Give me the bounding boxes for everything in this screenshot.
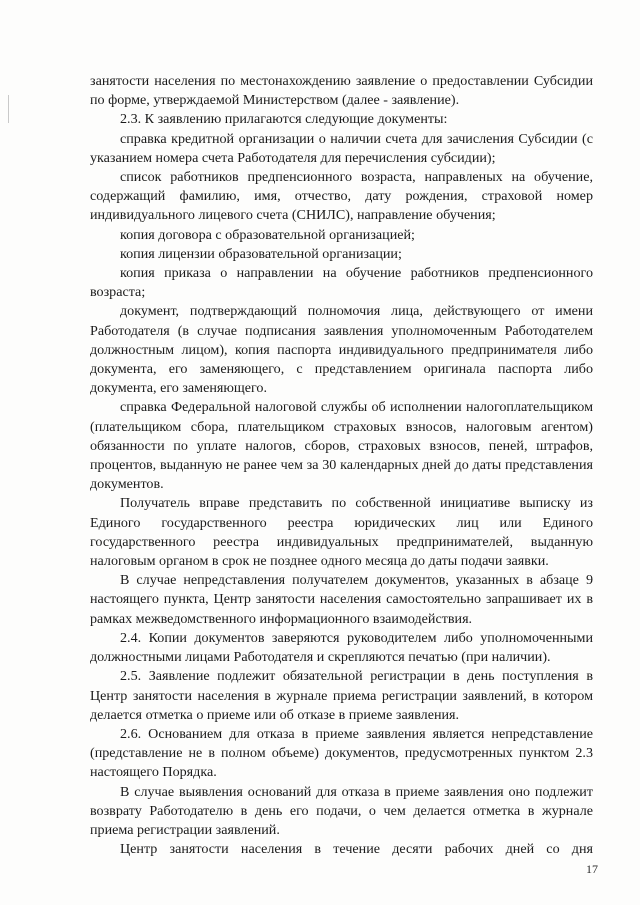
paragraph: копия приказа о направлении на обучение работников предпенсионного возраста; xyxy=(90,265,593,301)
paragraph: копия лицензии образовательной организации; xyxy=(120,245,402,262)
scan-margin-mark xyxy=(8,95,9,123)
paragraph: 2.3. К заявлению прилагаются следующие документы: xyxy=(120,111,448,128)
paragraph: справка Федеральной налоговой службы об исполнении налогоплательщиком (плательщиком сбора, плательщиком страховых взносов, налоговым агентом) обязанности по уплате налогов, сборов, страховых взносов, пеней, штрафов, процентов, выданную не ранее чем за 30 календарных дней до даты представления документов. xyxy=(90,399,593,493)
document-body xyxy=(90,72,593,859)
paragraph: занятости населения по местонахождению заявление о предоставлении Субсидии по форме, утверждаемой Министерством (далее - заявление). xyxy=(90,73,593,109)
page-number: 17 xyxy=(586,862,598,876)
paragraph: В случае выявления оснований для отказа в приеме заявления оно подлежит возврату Работодателю в день его подачи, о чем делается отметка в журнале приема регистрации заявлений. xyxy=(90,783,593,838)
paragraph: Центр занятости населения в течение десяти рабочих дней со дня xyxy=(120,841,593,858)
paragraph: 2.6. Основанием для отказа в приеме заявления является непредставление (представление не в полном объеме) документов, предусмотренных пунктом 2.3 настоящего Порядка. xyxy=(90,725,593,781)
paragraph: 2.5. Заявление подлежит обязательной регистрации в день поступления в Центр занятости населения в журнале приема регистрации заявлений, в котором делается отметка о приеме или об отказе в приеме заявления. xyxy=(90,668,593,723)
paragraph: справка кредитной организации о наличии счета для зачисления Субсидии (с указанием номера счета Работодателя для перечисления субсидии); xyxy=(90,130,593,166)
paragraph: 2.4. Копии документов заверяются руководителем либо уполномоченными должностными лицами Работодателя и скрепляются печатью (при наличии). xyxy=(90,629,593,666)
paragraph: Получатель вправе представить по собственной инициативе выписку из Единого государственного реестра юридических лиц или Единого государственного реестра индивидуальных предпринимателей, выданную налоговым органом в срок не позднее одного месяца до даты подачи заявки. xyxy=(90,495,593,570)
paragraph: документ, подтверждающий полномочия лица, действующего от имени Работодателя (в случае подписания заявления уполномоченным Работодателем должностным лицом), копия паспорта индивидуального предпринимателя либо документа, его заменяющего, с представлением оригинала паспорта либо документа, его заменяющего. xyxy=(90,303,593,397)
paragraph: В случае непредставления получателем документов, указанных в абзаце 9 настоящего пункта, Центр занятости населения самостоятельно запрашивает их в рамках межведомственного информационного взаимодействия. xyxy=(90,572,593,627)
paragraph: список работников предпенсионного возраста, направленых на обучение, содержащий фамилию, имя, отчество, дату рождения, страховой номер индивидуального лицевого счета (СНИЛС), направление обучения; xyxy=(90,169,593,224)
paragraph: копия договора с образовательной организацией; xyxy=(120,226,415,243)
